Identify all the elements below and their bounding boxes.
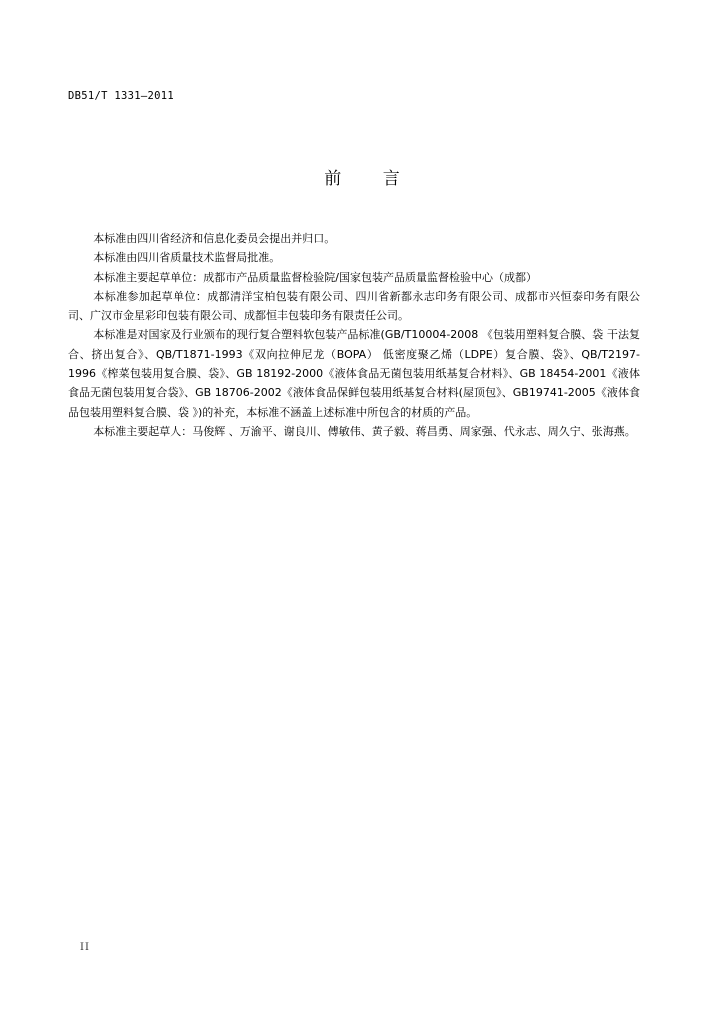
foreword-body [68, 229, 640, 441]
foreword-heading: 前 言 [324, 169, 418, 189]
page-number: II [80, 942, 90, 953]
paragraph-participating-units: 本标准参加起草单位：成都清洋宝柏包装有限公司、四川省新都永志印务有限公司、成都市兴恒泰印务有限公司、广汉市金星彩印包装有限公司、成都恒丰包装印务有限责任公司。 [68, 289, 640, 323]
paragraph-proposer: 本标准由四川省经济和信息化委员会提出并归口。 [93, 232, 336, 245]
paragraph-main-drafting-unit: 本标准主要起草单位：成都市产品质量监督检验院/国家包装产品质量监督检验中心（成都） [93, 270, 537, 284]
paragraph-approver: 本标准由四川省质量技术监督局批准。 [93, 251, 281, 265]
paragraph-scope: 本标准是对国家及行业颁布的现行复合塑料软包装产品标准(GB/T10004-2008 《包装用塑料复合膜、袋 干法复合、挤出复合》、QB/T1871-1993《双向拉伸尼龙（BOPA） 低密度聚乙烯（LDPE）复合膜、袋》、QB/T2197-1996《榨菜包装用复合膜、袋》、GB 18192-2000《液体食品无菌包装用纸基复合材料》、GB 18454-2001《液体食品无菌包装用复合袋》、GB 18706-2002《液体食品保鲜包装用纸基复合材料(屋顶包》、GB19741-2005《液体食品包装用塑料复合膜、袋 》)的补充，本标准不涵盖上述标准中所包含的材质的产品。 [68, 328, 640, 419]
standard-code: DB51/T 1331—2011 [68, 90, 174, 102]
paragraph-drafters: 本标准主要起草人：马俊辉 、万渝平、谢良川、傅敏伟、黄子毅、蒋昌勇、周家强、代永志、周久宁、张海燕。 [93, 424, 636, 438]
